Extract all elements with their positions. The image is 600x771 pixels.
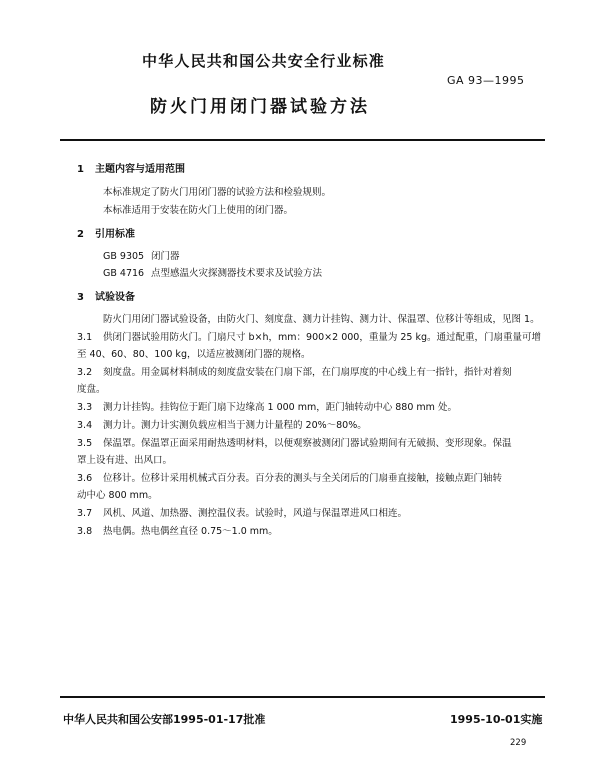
section-3-heading: [77, 288, 135, 303]
section-2-heading: [77, 225, 135, 240]
clause-3-6-continuation: 动中心 800 mm。: [77, 490, 158, 501]
section-1-heading: [77, 160, 185, 175]
clause-text: 位移计。位移计采用机械式百分表。百分表的测头与全关闭后的门扇垂直接触，接触点距门轴转: [103, 473, 503, 484]
section-1-number: 1: [77, 164, 84, 175]
section-3-title: 试验设备: [95, 292, 135, 303]
implementation-date: 1995-10-01实施: [450, 713, 543, 726]
clause-3-6: [77, 470, 502, 484]
clause-number: 3.8: [77, 526, 93, 537]
reference-code: GB 4716: [103, 268, 145, 279]
standard-organization: 中华人民共和国公共安全行业标准: [142, 52, 386, 70]
clause-text: 风机、风道、加热器、测控温仪表。试验时，风道与保温罩进风口相连。: [103, 508, 408, 519]
header-divider: [60, 139, 545, 141]
reference-code: GB 9305: [103, 251, 145, 262]
section-1-title: 主题内容与适用范围: [95, 164, 185, 175]
clause-3-5: [77, 435, 512, 449]
section-1-paragraph-1: 本标准规定了防火门用闭门器的试验方法和检验规则。: [103, 187, 332, 198]
clause-text: 测力计。测力计实测负载应相当于测力计量程的 20%～80%。: [103, 420, 367, 431]
clause-text: 保温罩。保温罩正面采用耐热透明材料，以便观察被测闭门器试验期间有无破损、变形现象。保温: [103, 438, 512, 449]
clause-number: 3.5: [77, 438, 93, 449]
section-2-number: 2: [77, 229, 84, 240]
reference-title: 点型感温火灾探测器技术要求及试验方法: [151, 268, 323, 279]
clause-3-8: [77, 523, 278, 537]
footer-divider: [60, 696, 545, 698]
clause-3-1: [77, 329, 541, 343]
clause-text: 测力计挂钩。挂钩位于距门扇下边缘高 1 000 mm，距门轴转动中心 880 mm 处。: [103, 402, 457, 413]
reference-title: 闭门器: [151, 251, 180, 262]
clause-3-3: [77, 399, 457, 413]
section-1-paragraph-2: 本标准适用于安装在防火门上使用的闭门器。: [103, 205, 294, 216]
clause-number: 3.6: [77, 473, 93, 484]
clause-number: 3.2: [77, 367, 93, 378]
clause-3-1-continuation: 至 40、60、80、100 kg，以适应被测闭门器的规格。: [77, 349, 311, 360]
approval-date: 中华人民共和国公安部1995-01-17批准: [63, 713, 266, 726]
reference-item: [103, 265, 322, 279]
reference-item: [103, 248, 180, 262]
clause-3-7: [77, 505, 407, 519]
clause-3-2: [77, 364, 512, 378]
clause-3-2-continuation: 度盘。: [77, 384, 106, 395]
clause-number: 3.7: [77, 508, 93, 519]
clause-number: 3.4: [77, 420, 93, 431]
section-2-title: 引用标准: [95, 229, 135, 240]
section-3-intro: 防火门用闭门器试验设备，由防火门、刻度盘、测力计挂钩、测力计、保温罩、位移计等组成，见图 1。: [103, 314, 540, 325]
clause-text: 刻度盘。用金属材料制成的刻度盘安装在门扇下部，在门扇厚度的中心线上有一指针，指针对着刻: [103, 367, 512, 378]
clause-text: 供闭门器试验用防火门。门扇尺寸 b×h，mm：900×2 000，重量为 25 kg。通过配重，门扇重量可增: [103, 332, 541, 343]
clause-3-4: [77, 417, 367, 431]
clause-number: 3.1: [77, 332, 93, 343]
page-number: 229: [510, 738, 527, 748]
clause-3-5-continuation: 罩上设有进、出风口。: [77, 455, 173, 466]
clause-text: 热电偶。热电偶丝直径 0.75～1.0 mm。: [103, 526, 278, 537]
document-title: 防火门用闭门器试验方法: [150, 97, 370, 117]
section-3-number: 3: [77, 292, 84, 303]
clause-number: 3.3: [77, 402, 93, 413]
standard-code: GA 93—1995: [447, 74, 525, 87]
